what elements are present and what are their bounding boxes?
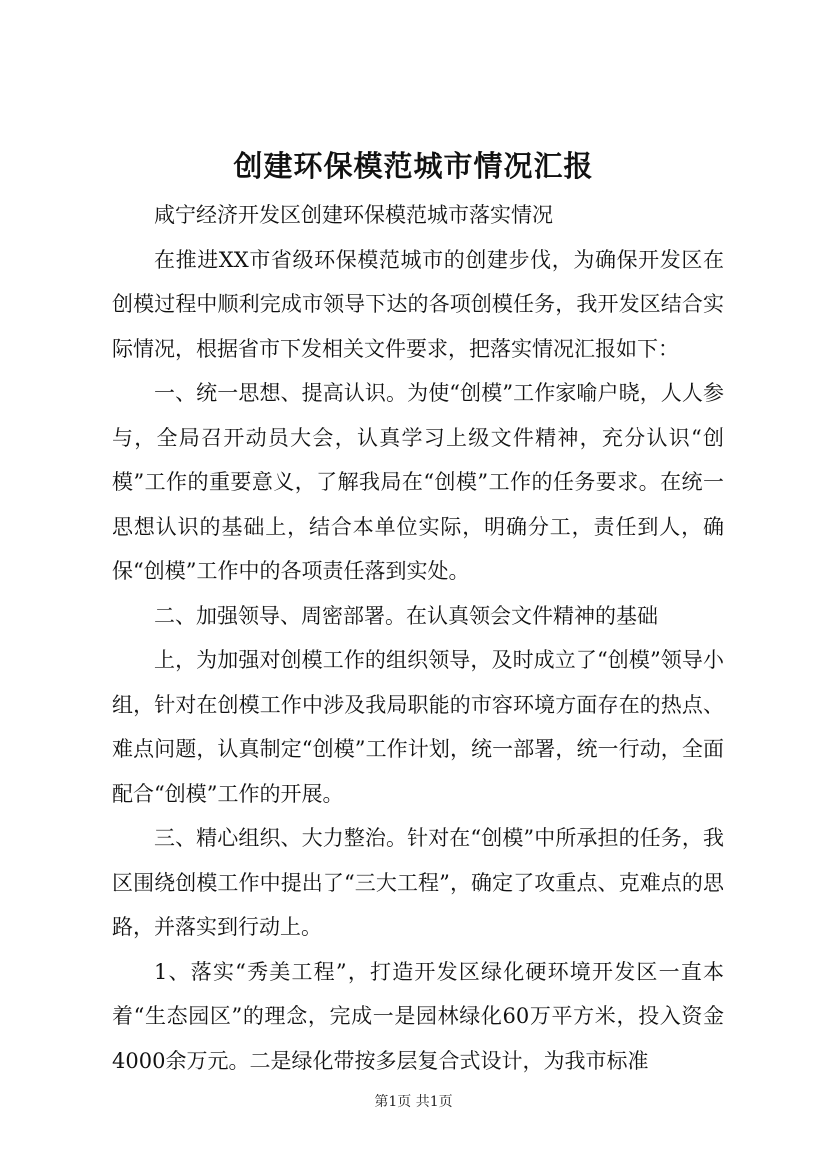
document-title: 创建环保模范城市情况汇报: [233, 149, 594, 183]
paragraph-intro: 在推进XX市省级环保模范城市的创建步伐，为确保开发区在创模过程中顺利完成市领导下达的各项创模任务，我开发区结合实际情况，根据省市下发相关文件要求，把落实情况汇报如下：: [112, 247, 724, 361]
paragraph-section-3: 三、精心组织、大力整治。针对在“创模”中所承担的任务，我区围绕创模工作中提出了“三大工程”，确定了攻重点、克难点的思路，并落实到行动上。: [112, 826, 724, 939]
paragraph-section-2-heading: 二、加强领导、周密部署。在认真领会文件精神的基础: [154, 603, 658, 628]
paragraph-subtitle: 咸宁经济开发区创建环保模范城市落实情况: [154, 203, 553, 227]
paragraph-section-1: 一、统一思想、提高认识。为使“创模”工作家喻户晓，人人参与，全局召开动员大会，认真学习上级文件精神，充分认识“创模”工作的重要意义，了解我局在“创模”工作的任务要求。在统一思想认识的基础上，结合本单位实际，明确分工，责任到人，确保“创模”工作中的各项责任落到实处。: [112, 381, 724, 583]
paragraph-item-1: 1、落实“秀美工程”，打造开发区绿化硬环境开发区一直本着“生态园区”的理念，完成一是园林绿化60万平方米，投入资金4000余万元。二是绿化带按多层复合式设计，为我市标准: [112, 959, 724, 1073]
document-body: [112, 193, 724, 1083]
paragraph-section-2-body: 上，为加强对创模工作的组织领导，及时成立了“创模”领导小组，针对在创模工作中涉及我局职能的市容环境方面存在的热点、难点问题，认真制定“创模”工作计划，统一部署，统一行动，全面配合“创模”工作的开展。: [112, 648, 724, 806]
page-footer: 第1页 共1页: [374, 1094, 453, 1110]
